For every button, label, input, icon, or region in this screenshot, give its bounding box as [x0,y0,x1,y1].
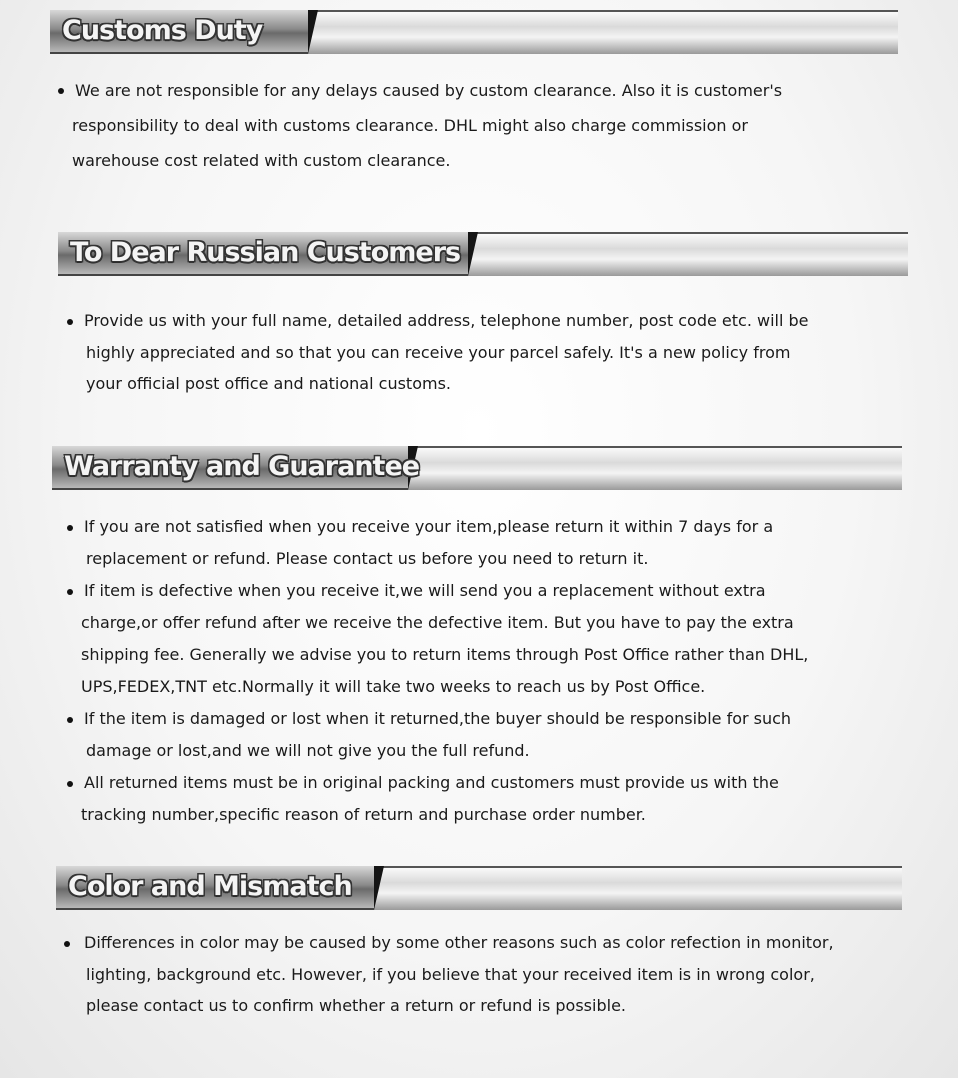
section-body [67,511,808,831]
header-divider [468,232,478,276]
bullet-icon [67,781,73,787]
bullet-icon [67,589,73,595]
section-body [64,927,834,1022]
list-item: We are not responsible for any delays caused by custom clearance. Also it is customer's responsibility to deal with customs clearance. DHL might also charge commission or warehouse cost related with custom clearance. [58,73,782,178]
header-divider [308,10,318,54]
section-title: Color and Mismatch [68,871,352,902]
list-item: If you are not satisfied when you receive your item,please return it within 7 days for a replacement or refund. Please contact us before you need to return it. [67,511,808,575]
list-item: If the item is damaged or lost when it returned,the buyer should be responsible for such damage or lost,and we will not give you the full refund. [67,703,808,767]
list-item: All returned items must be in original packing and customers must provide us with the tracking number,specific reason of return and purchase order number. [67,767,808,831]
bullet-icon [67,319,73,325]
section-header [58,232,908,276]
header-bar [404,446,902,490]
list-item: If item is defective when you receive it,we will send you a replacement without extra charge,or offer refund after we receive the defective item. But you have to pay the extra shipping fee. Generally we advise you to return items through Post Office rather than DHL, UPS,FEDEX,TNT etc.Normally it will take two weeks to reach us by Post Office. [67,575,808,703]
bullet-icon [67,717,73,723]
bullet-icon [58,88,64,94]
section-title: Customs Duty [62,15,263,46]
section-title: Warranty and Guarantee [64,451,420,482]
section-title: To Dear Russian Customers [70,237,461,268]
header-bar [305,10,898,54]
list-item: Provide us with your full name, detailed address, telephone number, post code etc. will be highly appreciated and so that you can receive your parcel safely. It's a new policy from your official post office and national customs. [67,305,809,400]
section-body [67,305,809,400]
list-item: Differences in color may be caused by some other reasons such as color refection in monitor, lighting, background etc. However, if you believe that your received item is in wrong color, please contact us to confirm whether a return or refund is possible. [64,927,834,1022]
section-header [52,446,902,490]
section-header [56,866,902,910]
header-bar [464,232,908,276]
bullet-icon [64,941,70,947]
header-divider [374,866,384,910]
section-header [50,10,898,54]
bullet-icon [67,525,73,531]
header-bar [368,866,902,910]
section-body [58,73,782,178]
